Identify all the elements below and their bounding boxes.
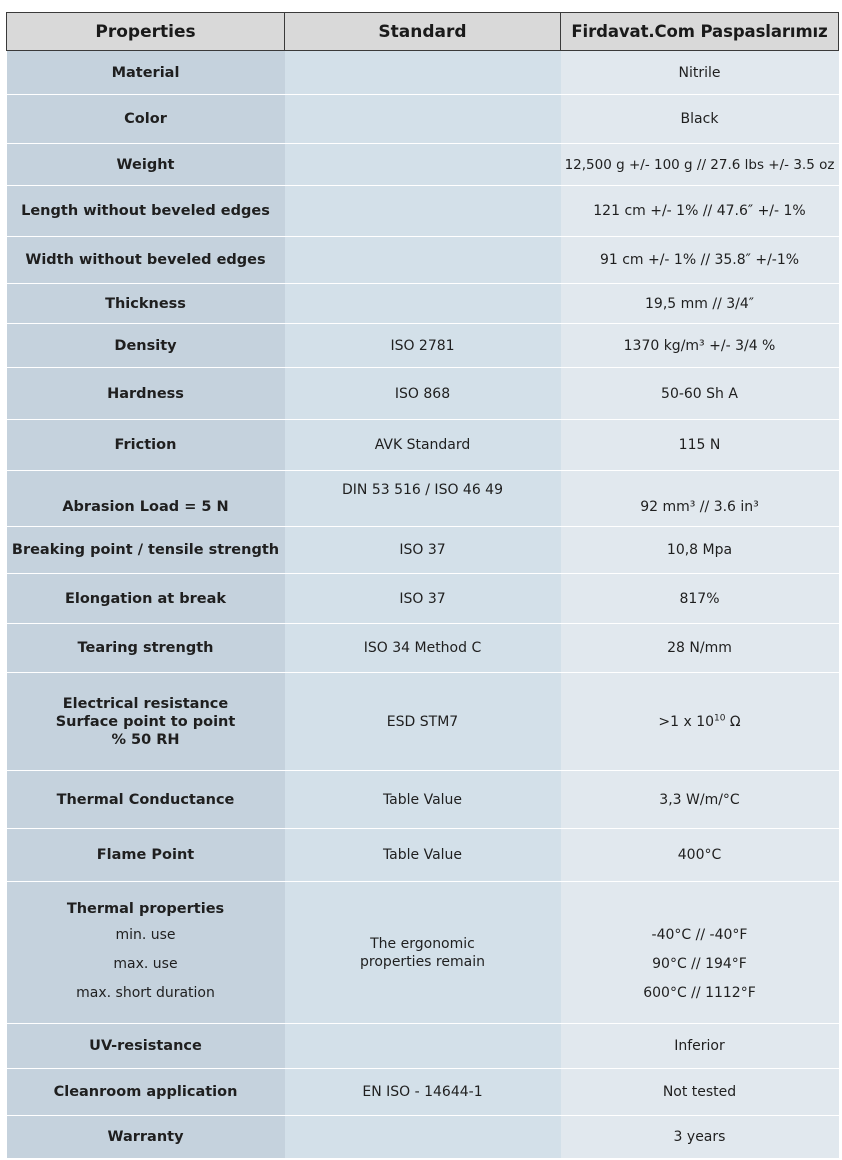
header-row xyxy=(7,13,839,51)
property-cell xyxy=(7,471,285,527)
value-cell xyxy=(561,882,839,1024)
standard-cell: ISO 34 Method C xyxy=(285,624,561,673)
header-properties: Properties xyxy=(7,13,285,51)
standard-cell: Table Value xyxy=(285,771,561,829)
table-row xyxy=(7,1024,839,1069)
value-cell: Nitrile xyxy=(561,51,839,95)
table-row xyxy=(7,574,839,624)
value-cell: 3,3 W/m/°C xyxy=(561,771,839,829)
standard-cell: AVK Standard xyxy=(285,420,561,471)
property-cell: Weight xyxy=(7,144,285,186)
property-line: Electrical resistance xyxy=(62,695,229,712)
value-prefix: >1 x 10 xyxy=(658,713,715,730)
table-row xyxy=(7,1116,839,1159)
value-cell: 115 N xyxy=(561,420,839,471)
value-line: 90°C // 194°F xyxy=(652,956,747,972)
property-cell: Color xyxy=(7,95,285,144)
standard-cell: Table Value xyxy=(285,829,561,882)
value-suffix: Ω xyxy=(725,713,741,730)
sub-property: max. use xyxy=(113,956,178,972)
standard-cell xyxy=(285,51,561,95)
value-line: -40°C // -40°F xyxy=(651,927,748,943)
value-exponent: 10 xyxy=(714,712,726,723)
property-title: Thermal properties xyxy=(66,901,225,917)
value-cell: 3 years xyxy=(561,1116,839,1159)
table-row xyxy=(7,829,839,882)
table-row xyxy=(7,673,839,771)
property-line: Surface point to point xyxy=(55,713,236,730)
property-cell: Material xyxy=(7,51,285,95)
property-cell: Density xyxy=(7,324,285,368)
value-cell: 121 cm +/- 1% // 47.6″ +/- 1% xyxy=(561,186,839,237)
property-cell xyxy=(7,673,285,771)
table-row xyxy=(7,368,839,420)
property-cell: Elongation at break xyxy=(7,574,285,624)
standard-cell: EN ISO - 14644-1 xyxy=(285,1069,561,1116)
property-cell: Flame Point xyxy=(7,829,285,882)
standard-cell: ISO 37 xyxy=(285,574,561,624)
value-cell: 50-60 Sh A xyxy=(561,368,839,420)
table-row xyxy=(7,771,839,829)
property-cell: UV-resistance xyxy=(7,1024,285,1069)
value-cell: 28 N/mm xyxy=(561,624,839,673)
value-cell: 1370 kg/m³ +/- 3/4 % xyxy=(561,324,839,368)
table-row xyxy=(7,95,839,144)
standard-cell: ESD STM7 xyxy=(285,673,561,771)
standard-cell xyxy=(285,1024,561,1069)
table-row xyxy=(7,237,839,284)
property-cell: Warranty xyxy=(7,1116,285,1159)
standard-cell xyxy=(285,237,561,284)
property-cell: Length without beveled edges xyxy=(7,186,285,237)
value-cell: 400°C xyxy=(561,829,839,882)
table-row xyxy=(7,527,839,574)
value-cell: 12,500 g +/- 100 g // 27.6 lbs +/- 3.5 oz xyxy=(561,144,839,186)
value-cell: Inferior xyxy=(561,1024,839,1069)
property-line: % 50 RH xyxy=(111,731,180,748)
table-row xyxy=(7,471,839,527)
property-cell: Breaking point / tensile strength xyxy=(7,527,285,574)
property-cell xyxy=(7,882,285,1024)
properties-table xyxy=(6,12,839,1159)
standard-cell xyxy=(285,144,561,186)
table-row xyxy=(7,882,839,1024)
value-line: 600°C // 1112°F xyxy=(643,985,756,1001)
value-cell xyxy=(561,471,839,527)
standard-cell: ISO 868 xyxy=(285,368,561,420)
table-row xyxy=(7,51,839,95)
standard-cell xyxy=(285,95,561,144)
standard-text: DIN 53 516 / ISO 46 49 xyxy=(342,481,503,498)
value-cell xyxy=(561,673,839,771)
property-cell: Thermal Conductance xyxy=(7,771,285,829)
header-product: Firdavat.Com Paspaslarımız xyxy=(561,13,839,51)
table-row xyxy=(7,144,839,186)
standard-cell: ISO 37 xyxy=(285,527,561,574)
standard-line: properties remain xyxy=(360,953,485,970)
header-standard: Standard xyxy=(285,13,561,51)
value-cell: 817% xyxy=(561,574,839,624)
standard-cell: ISO 2781 xyxy=(285,324,561,368)
standard-cell xyxy=(285,882,561,1024)
table-row xyxy=(7,284,839,324)
value-cell: Not tested xyxy=(561,1069,839,1116)
property-cell: Cleanroom application xyxy=(7,1069,285,1116)
value-cell: 91 cm +/- 1% // 35.8″ +/-1% xyxy=(561,237,839,284)
table-row xyxy=(7,420,839,471)
standard-cell xyxy=(285,471,561,527)
value-cell: 19,5 mm // 3/4″ xyxy=(561,284,839,324)
value-text: 92 mm³ // 3.6 in³ xyxy=(640,498,759,515)
table-row xyxy=(7,624,839,673)
property-cell: Thickness xyxy=(7,284,285,324)
value-cell: 10,8 Mpa xyxy=(561,527,839,574)
property-text: Abrasion Load = 5 N xyxy=(62,498,229,515)
table-row xyxy=(7,324,839,368)
sub-property: max. short duration xyxy=(76,985,215,1001)
property-cell: Width without beveled edges xyxy=(7,237,285,284)
table-row xyxy=(7,1069,839,1116)
property-cell: Tearing strength xyxy=(7,624,285,673)
property-cell: Friction xyxy=(7,420,285,471)
standard-cell xyxy=(285,284,561,324)
sub-property: min. use xyxy=(115,927,176,943)
standard-cell xyxy=(285,186,561,237)
standard-line: The ergonomic xyxy=(370,935,475,952)
table-row xyxy=(7,186,839,237)
standard-cell xyxy=(285,1116,561,1159)
property-cell: Hardness xyxy=(7,368,285,420)
value-cell: Black xyxy=(561,95,839,144)
